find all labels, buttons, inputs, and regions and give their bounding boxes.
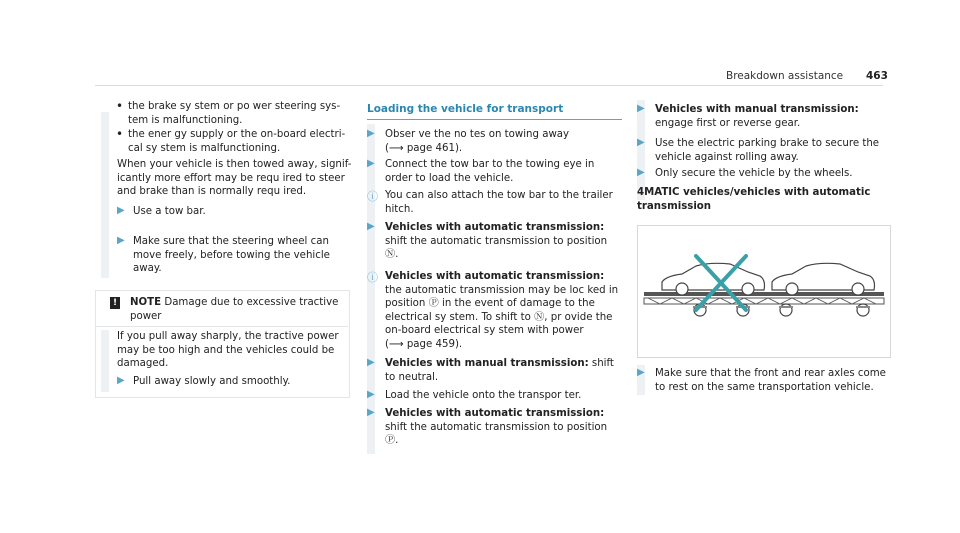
step-bold: Vehicles with automatic transmission:	[385, 408, 605, 419]
step-text: Load the vehicle onto the transpor ter.	[385, 390, 582, 401]
step-text: Pull away slowly and smoothly.	[133, 376, 291, 387]
heading-rule	[367, 119, 622, 120]
note-title	[130, 296, 340, 323]
step-arrow-icon: ▶	[117, 235, 125, 246]
step-text: Make sure that the front and rear axles come to rest on the same transportation vehicle.	[655, 368, 886, 393]
bullet-dot: •	[116, 99, 124, 113]
step-body: shift the automatic transmission to position Ⓝ.	[385, 235, 608, 261]
step-text: Use the electric parking brake to secure the vehicle against rolling away.	[655, 138, 880, 163]
step-body: shift to neutral.	[385, 358, 614, 383]
section-heading: Loading the vehicle for transport	[367, 103, 564, 115]
warning-icon: !	[110, 297, 120, 309]
truss	[648, 298, 876, 304]
info-text: You can also attach the tow bar to the trailer hitch.	[385, 190, 613, 215]
bullet-dot: •	[116, 127, 124, 141]
wheel-cradles	[693, 306, 870, 308]
col3-bar-top	[637, 100, 645, 200]
step-bold: Vehicles with manual transmission:	[385, 358, 589, 369]
header-title: Breakdown assistance	[726, 70, 844, 82]
step-arrow-icon: ▶	[367, 407, 375, 418]
step-text: Make sure that the steering wheel can move freely, before towing the vehicle away.	[133, 236, 330, 275]
step-arrow-icon: ▶	[367, 389, 375, 400]
step-arrow-icon: ▶	[367, 128, 375, 139]
step-text: Connect the tow bar to the towing eye in order to load the vehicle.	[385, 159, 595, 184]
step-text	[385, 407, 625, 448]
transporter-frame	[644, 298, 884, 304]
header-rule	[95, 85, 883, 86]
transporter-wheels	[694, 304, 869, 316]
step-text: Use a tow bar.	[133, 206, 206, 217]
list-item: the ener gy supply or the on-board electri- cal sy stem is malfunctioning.	[128, 129, 346, 154]
step-text: Obser ve the no tes on towing away (⟶ page 461).	[385, 129, 570, 154]
list-item: the brake sy stem or po wer steering sys- tem is malfunctioning.	[128, 101, 341, 126]
note-text: If you pull away sharply, the tractive power may be too high and the vehicles could be damaged.	[117, 331, 339, 370]
car-transporter-image	[638, 226, 890, 357]
note-bar	[101, 330, 109, 392]
info-icon: ⓘ	[367, 271, 378, 284]
step-bold: Vehicles with manual transmission:	[655, 104, 859, 115]
step-arrow-icon: ▶	[367, 221, 375, 232]
step-arrow-icon: ▶	[637, 167, 645, 178]
note-title-text: Damage due to excessive tractive power	[130, 297, 339, 322]
step-body: shift the automatic transmission to position Ⓟ.	[385, 421, 608, 447]
step-text: Only secure the vehicle by the wheels.	[655, 168, 853, 179]
subheading: 4MATIC vehicles/vehicles with automatic transmission	[637, 187, 871, 212]
step-arrow-icon: ▶	[117, 375, 125, 386]
step-arrow-icon: ▶	[637, 367, 645, 378]
step-arrow-icon: ▶	[117, 205, 125, 216]
step-text	[655, 103, 895, 130]
note-separator	[96, 326, 348, 327]
info-icon: ⓘ	[367, 190, 378, 203]
step-arrow-icon: ▶	[637, 137, 645, 148]
col2-bar	[367, 124, 375, 454]
info-body: the automatic transmission may be loc ked in position Ⓟ in the event of damage to the electrical sy stem. To shift to Ⓝ, pr ovide the on-board electrical sy stem with power (⟶ page 459).	[385, 284, 619, 350]
step-arrow-icon: ▶	[637, 103, 645, 114]
paragraph: When your vehicle is then towed away, signif- icantly more effort may be requ ired to steer and brake than is normally requ ired.	[117, 159, 352, 198]
page-number: 463	[866, 70, 888, 82]
step-body: engage first or reverse gear.	[655, 117, 801, 129]
col1-bar-top	[101, 112, 109, 278]
step-arrow-icon: ▶	[367, 357, 375, 368]
info-text	[385, 270, 625, 352]
note-label: NOTE	[130, 297, 162, 308]
car-right	[772, 263, 875, 295]
step-text	[385, 357, 625, 384]
step-bold: Vehicles with automatic transmission:	[385, 222, 605, 233]
step-arrow-icon: ▶	[367, 158, 375, 169]
info-bold: Vehicles with automatic transmission:	[385, 271, 605, 282]
transport-illustration	[637, 225, 891, 358]
step-text	[385, 221, 625, 262]
